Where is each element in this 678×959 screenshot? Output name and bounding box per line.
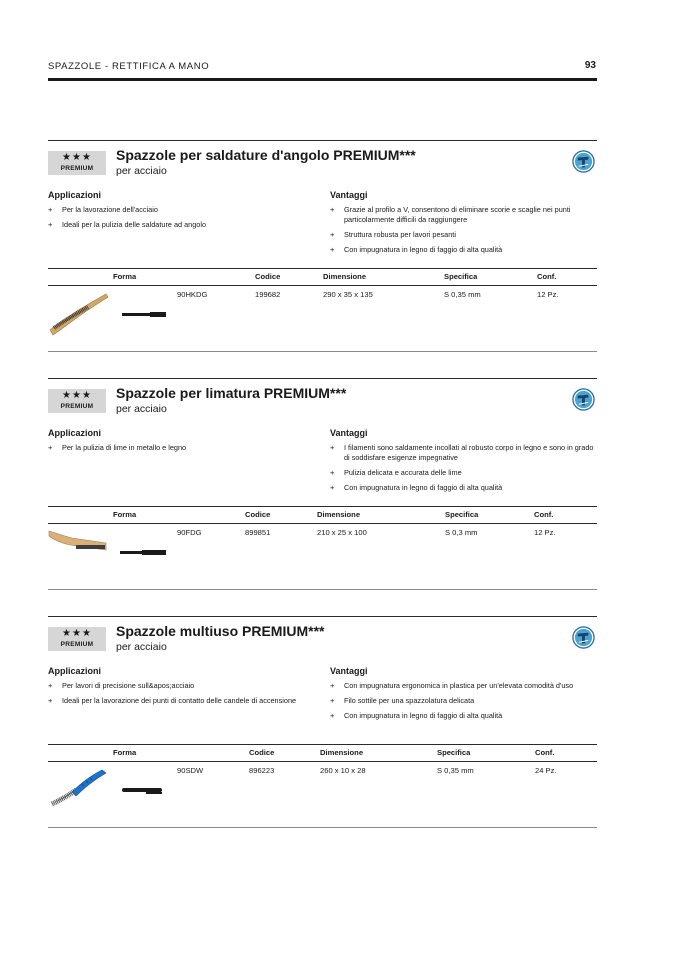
- premium-badge: [48, 389, 106, 413]
- section-subtitle: per acciaio: [116, 165, 167, 177]
- applications-column: [48, 190, 318, 235]
- premium-badge: [48, 627, 106, 651]
- th-forma: Forma: [113, 748, 137, 757]
- th-forma: Forma: [113, 510, 137, 519]
- advantages-column: [330, 190, 597, 260]
- application-item: + Per la pulizia di lime in metallo e legno: [48, 443, 318, 453]
- application-item: + Ideali per la lavorazione dei punti di contatto delle candele di accensione: [48, 696, 318, 706]
- cell-codice: 896223: [249, 766, 275, 775]
- th-forma: Forma: [113, 272, 137, 281]
- header-title: SPAZZOLE - RETTIFICA A MANO: [48, 61, 210, 72]
- stars-icon: ★★★: [62, 152, 92, 163]
- section-rule: [48, 616, 597, 617]
- material-steel-icon: [572, 150, 595, 173]
- stars-icon: ★★★: [62, 628, 92, 639]
- cell-specifica: S 0,35 mm: [437, 766, 474, 775]
- th-conf: Conf.: [537, 272, 557, 281]
- premium-label: PREMIUM: [60, 403, 94, 410]
- cell-specifica: S 0,3 mm: [445, 528, 478, 537]
- advantage-item: + I filamenti sono saldamente incollati al robusto corpo in legno e sono in grado di soddisfare esigenze impegnative: [330, 443, 597, 462]
- th-codice: Codice: [245, 510, 271, 519]
- application-item: + Per la lavorazione dell'acciaio: [48, 205, 318, 215]
- product-table: [48, 744, 597, 814]
- applications-heading: Applicazioni: [48, 428, 102, 438]
- product-table: [48, 268, 597, 338]
- th-codice: Codice: [255, 272, 281, 281]
- advantages-heading: Vantaggi: [330, 428, 368, 438]
- premium-label: PREMIUM: [60, 165, 94, 172]
- advantage-item: + Con impugnatura in legno di faggio di alta qualità: [330, 483, 597, 493]
- advantages-column: [330, 666, 597, 726]
- stars-icon: ★★★: [62, 390, 92, 401]
- product-section-angle-weld: [48, 140, 597, 350]
- product-table: [48, 506, 597, 576]
- premium-label: PREMIUM: [60, 641, 94, 648]
- th-dimensione: Dimensione: [323, 272, 367, 281]
- advantage-item: + Pulizia delicata e accurata delle lime: [330, 468, 597, 478]
- section-subtitle: per acciaio: [116, 641, 167, 653]
- cell-codice: 899851: [245, 528, 271, 537]
- advantage-item: + Struttura robusta per lavori pesanti: [330, 230, 597, 240]
- cell-codice: 199682: [255, 290, 281, 299]
- th-specifica: Specifica: [445, 510, 479, 519]
- advantage-item: + Con impugnatura in legno di faggio di alta qualità: [330, 711, 597, 721]
- section-rule: [48, 378, 597, 379]
- advantages-heading: Vantaggi: [330, 190, 368, 200]
- applications-heading: Applicazioni: [48, 666, 102, 676]
- section-title: Spazzole per saldature d'angolo PREMIUM***: [116, 147, 416, 163]
- file-brush-image: [48, 526, 110, 574]
- cell-conf: 12 Pz.: [537, 290, 559, 299]
- cell-forma: 90FDG: [177, 528, 202, 537]
- product-section-file-cleaning: [48, 378, 597, 588]
- section-rule: [48, 140, 597, 141]
- section-title: Spazzole multiuso PREMIUM***: [116, 623, 325, 639]
- advantage-item: + Con impugnatura ergonomica in plastica per un'elevata comodità d'uso: [330, 681, 597, 691]
- applications-column: [48, 428, 318, 458]
- applications-heading: Applicazioni: [48, 190, 102, 200]
- cell-conf: 24 Pz.: [535, 766, 557, 775]
- cell-conf: 12 Pz.: [534, 528, 556, 537]
- th-dimensione: Dimensione: [317, 510, 361, 519]
- th-specifica: Specifica: [437, 748, 471, 757]
- header-rule: [48, 78, 597, 81]
- application-item: + Per lavori di precisione sull&apos;acciaio: [48, 681, 318, 691]
- th-conf: Conf.: [535, 748, 555, 757]
- advantage-item: + Con impugnatura in legno di faggio di alta qualità: [330, 245, 597, 255]
- premium-badge: [48, 151, 106, 175]
- th-specifica: Specifica: [444, 272, 478, 281]
- material-steel-icon: [572, 626, 595, 649]
- applications-column: [48, 666, 318, 711]
- cell-forma: 90SDW: [177, 766, 204, 775]
- section-title: Spazzole per limatura PREMIUM***: [116, 385, 347, 401]
- cell-specifica: S 0,35 mm: [444, 290, 481, 299]
- brush-profile-image: [120, 546, 168, 560]
- angle-brush-image: [48, 288, 110, 336]
- application-item: + Ideali per la pulizia delle saldature ad angolo: [48, 220, 318, 230]
- section-subtitle: per acciaio: [116, 403, 167, 415]
- cell-dimensione: 260 x 10 x 28: [320, 766, 366, 775]
- th-conf: Conf.: [534, 510, 554, 519]
- cell-dimensione: 210 x 25 x 100: [317, 528, 367, 537]
- page-number: 93: [584, 60, 596, 71]
- material-steel-icon: [572, 388, 595, 411]
- th-codice: Codice: [249, 748, 275, 757]
- multipurpose-brush-image: [48, 764, 110, 812]
- cell-forma: 90HKDG: [177, 290, 208, 299]
- advantages-column: [330, 428, 597, 498]
- brush-profile-image: [120, 784, 168, 798]
- th-dimensione: Dimensione: [320, 748, 364, 757]
- advantages-heading: Vantaggi: [330, 666, 368, 676]
- brush-profile-image: [120, 308, 168, 322]
- advantage-item: + Grazie al profilo a V, consentono di eliminare scorie e scaglie nei punti particolarmente difficili da raggiungere: [330, 205, 597, 224]
- product-section-multipurpose: [48, 616, 597, 826]
- cell-dimensione: 290 x 35 x 135: [323, 290, 373, 299]
- advantage-item: + Filo sottile per una spazzolatura delicata: [330, 696, 597, 706]
